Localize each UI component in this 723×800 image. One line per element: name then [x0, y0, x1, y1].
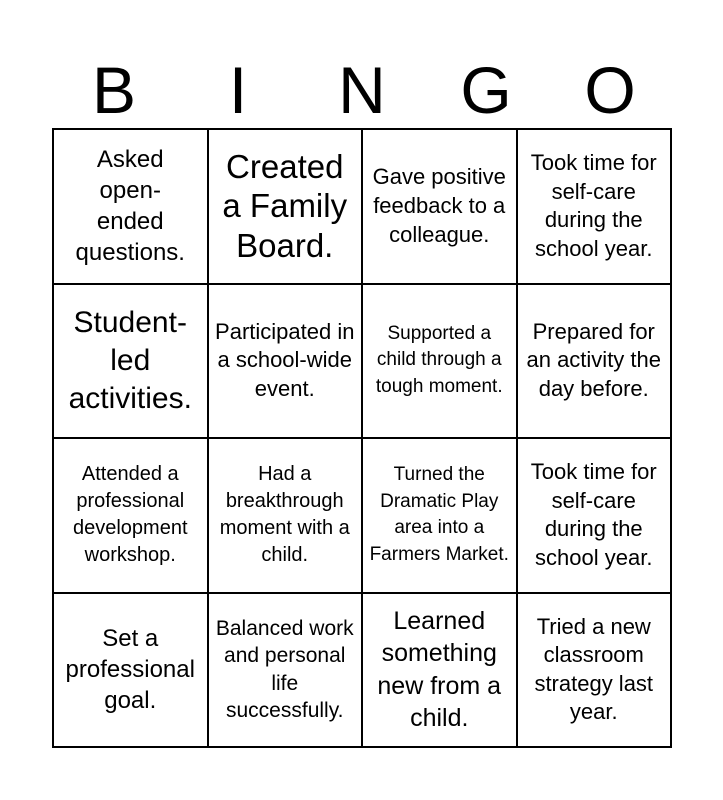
bingo-cell-text: Learned something new from a child.	[377, 606, 502, 733]
bingo-cell-text: Supported a child through a tough moment.	[375, 322, 503, 398]
bingo-cell-r4c4[interactable]	[518, 594, 673, 749]
bingo-cell-text: Created a Family Board.	[222, 147, 348, 265]
bingo-cell-r1c3[interactable]	[363, 130, 518, 285]
header-letter-o: O	[584, 53, 636, 127]
bingo-header	[52, 52, 672, 128]
bingo-cell-r1c1[interactable]	[54, 130, 209, 285]
header-letter-i: I	[228, 53, 248, 127]
bingo-cell-r4c3[interactable]	[363, 594, 518, 749]
bingo-cell-r4c2[interactable]	[209, 594, 364, 749]
bingo-cell-text: Participated in a school-wide event.	[215, 318, 355, 402]
bingo-cell-r2c3[interactable]	[363, 285, 518, 440]
bingo-cell-r1c4[interactable]	[518, 130, 673, 285]
bingo-cell-text: Took time for self-care during the school year.	[530, 150, 657, 261]
bingo-cell-r3c2[interactable]	[209, 439, 364, 594]
bingo-cell-r2c1[interactable]	[54, 285, 209, 440]
header-letter-g: G	[460, 53, 512, 127]
bingo-cell-text: Prepared for an activity the day before.	[526, 318, 661, 402]
bingo-cell-text: Tried a new classroom strategy last year.	[534, 613, 654, 725]
bingo-board	[52, 128, 672, 748]
bingo-cell-text: Asked open-ended questions.	[75, 145, 185, 267]
header-letter-b: B	[91, 53, 137, 127]
bingo-cell-r2c4[interactable]	[518, 285, 673, 440]
bingo-cell-r3c1[interactable]	[54, 439, 209, 594]
bingo-cell-r3c3[interactable]	[363, 439, 518, 594]
bingo-cell-r3c4[interactable]	[518, 439, 673, 594]
bingo-cell-text: Turned the Dramatic Play area into a Farmers Market.	[369, 464, 509, 565]
bingo-cell-r2c2[interactable]	[209, 285, 364, 440]
header-letter-n: N	[338, 53, 386, 127]
bingo-cell-r1c2[interactable]	[209, 130, 364, 285]
bingo-cell-text: Gave positive feedback to a colleague.	[372, 164, 506, 247]
bingo-cell-text: Had a breakthrough moment with a child.	[219, 463, 350, 567]
bingo-cell-text: Attended a professional development workshop.	[72, 463, 188, 567]
bingo-cell-text: Student-led activities.	[68, 306, 192, 415]
bingo-cell-text: Balanced work and personal life successfully.	[215, 617, 354, 723]
bingo-cell-r4c1[interactable]	[54, 594, 209, 749]
bingo-cell-text: Took time for self-care during the school year.	[530, 459, 657, 570]
bingo-cell-text: Set a professional goal.	[65, 624, 195, 715]
